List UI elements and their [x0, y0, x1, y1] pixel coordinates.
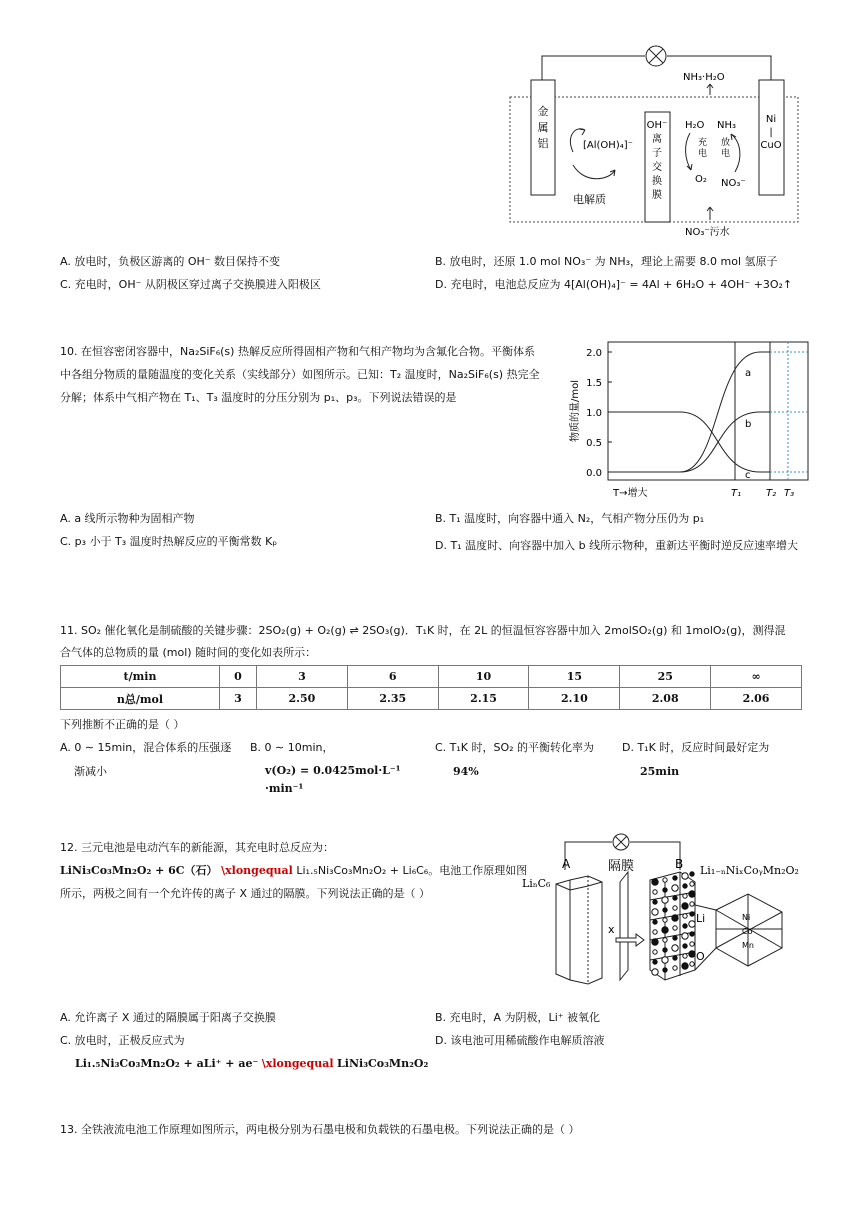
charge-arrow-icon [686, 133, 691, 170]
q11-stem-line1: 11. SO₂ 催化氧化是制硫酸的关键步骤：2SO₂(g) + O₂(g) ⇌ 2SO₃(g)．T₁K 时，在 2L 的恒温恒容容器中加入 2molSO₂(g) 和 1molO₂(g)，测得混 [60, 624, 786, 637]
q11-option-d-cont: 25min [640, 765, 680, 778]
q10-chart [560, 332, 815, 504]
lattice-atom [689, 891, 695, 897]
q9-option-c: C. 充电时，OH⁻ 从阴极区穿过离子交换膜进入阳极区 [60, 278, 321, 291]
q12-c-eq-right: LiNi₃Co₃Mn₂O₂ [337, 1057, 429, 1070]
q12-c-eq-red: \xlongequal [261, 1057, 334, 1070]
lattice-atom [690, 872, 694, 876]
y-tick-label: 2.0 [586, 348, 602, 359]
q12-option-a: A. 允许离子 X 通过的隔膜属于阳离子交换膜 [60, 1011, 276, 1024]
lattice-atom [653, 890, 657, 894]
lattice-atom [673, 936, 677, 940]
q12-eq-red: \xlongequal [221, 864, 293, 877]
ni-label: Ni [765, 114, 777, 125]
x-axis-label: T→增大 [613, 488, 648, 499]
series-label-a: a [745, 368, 752, 379]
o-label: O [696, 950, 705, 963]
lattice-atom [683, 914, 687, 918]
table-cell: 10 [438, 666, 529, 688]
anode-formula: LiₙC₆ [522, 877, 551, 890]
lattice-atom [672, 885, 678, 891]
q11-option-b-eq-cont: ·min⁻¹ [265, 782, 304, 795]
chart-frame [608, 342, 808, 480]
lattice-atom [683, 924, 687, 928]
q10-option-c: C. p₃ 小于 T₃ 温度时热解反应的平衡常数 Kₚ [60, 535, 278, 548]
lattice-atom [672, 915, 678, 921]
lattice-atom [672, 945, 678, 951]
lattice-atom [673, 926, 677, 930]
lamp-icon [646, 46, 666, 66]
lattice-atom [690, 882, 694, 886]
lattice-atom [662, 927, 668, 933]
q11-option-a: A. 0 ∼ 15min，混合体系的压强逐 [60, 741, 232, 754]
lattice-atom [662, 957, 668, 963]
table-cell: 2.06 [711, 688, 802, 710]
lattice-atom [682, 933, 688, 939]
table-cell: 2.10 [529, 688, 620, 710]
q12-c-eq-left: Li₁.₅Ni₃Co₃Mn₂O₂ + aLi⁺ + ae⁻ [75, 1057, 259, 1070]
li-label: Li [696, 912, 706, 925]
q12-option-c: C. 放电时，正极反应式为 [60, 1034, 185, 1047]
lattice-atom [683, 894, 687, 898]
nh3-label: NH₃ [717, 120, 737, 131]
q9-option-b: B. 放电时，还原 1.0 mol NO₃⁻ 为 NH₃，理论上需要 8.0 mol 氢原子 [435, 255, 778, 268]
o2-label: O₂ [695, 174, 707, 185]
electrolyte-label: 电解质 [573, 193, 606, 206]
table-cell: 6 [347, 666, 438, 688]
table-cell: 2.08 [620, 688, 711, 710]
ni-atom-label: Ni [742, 913, 751, 922]
no3-label: NO₃⁻ [721, 178, 746, 189]
lattice-atom [673, 896, 677, 900]
q12-eq-right: Li₁.₅Ni₃Co₃Mn₂O₂ + Li₆C₆。电池工作原理如图 [296, 864, 528, 877]
series-label-b: b [745, 419, 752, 430]
co-atom-label: Co [742, 927, 753, 936]
complex-ion-label: [Al(OH)₄]⁻ [583, 140, 633, 151]
q10-option-b: B. T₁ 温度时，向容器中通入 N₂，气相产物分压仍为 p₁ [435, 512, 705, 525]
q11-option-b-eq: v(O₂) = 0.0425mol·L⁻¹ [265, 764, 401, 777]
y-tick-label: 0.0 [586, 468, 602, 479]
lattice-atom [653, 930, 657, 934]
membrane-label: 隔膜 [608, 859, 635, 874]
lattice-atom [673, 876, 677, 880]
lattice-atom [682, 963, 688, 969]
q9-battery-diagram [505, 30, 805, 245]
q13-stem: 13. 全铁液流电池工作原理如图所示，两电极分别为石墨电极和负载铁的石墨电极。下列说法正确的是（ ） [60, 1123, 580, 1136]
y-tick-label: 1.5 [586, 378, 602, 389]
q11-table [60, 665, 802, 710]
x-tick-label: T₃ [784, 488, 795, 499]
q12-option-d: D. 该电池可用稀硫酸作电解质溶液 [435, 1034, 605, 1047]
lattice-atoms [652, 872, 695, 975]
table-cell: 3 [220, 688, 257, 710]
q10-option-a: A. a 线所示物种为固相产物 [60, 512, 195, 525]
top-product-label: NH₃·H₂O [683, 72, 725, 83]
cuo-label: CuO [760, 140, 782, 151]
q12-stem-line1: 12. 三元电池是电动汽车的新能源，其充电时总反应为： [60, 841, 334, 854]
q10-option-d: D. T₁ 温度时、向容器中加入 b 线所示物种，重新达平衡时逆反应速率增大 [435, 539, 799, 552]
y-tick-label: 1.0 [586, 408, 602, 419]
q12-stem-line2: 所示，两极之间有一个允许传的离子 X 通过的隔膜。下列说法正确的是（ ） [60, 887, 431, 900]
label-b: B [675, 857, 684, 871]
lattice-atom [683, 944, 687, 948]
ion-x-label: x [608, 923, 615, 936]
lattice-atom [653, 900, 657, 904]
table-row [61, 688, 802, 710]
charge-label: 充电 [698, 138, 708, 159]
x-tick-label: T₁ [731, 488, 742, 499]
lattice-atom [663, 888, 667, 892]
lattice-atom [689, 951, 695, 957]
aluminum-label: 金属铝 [537, 105, 549, 150]
table-cell: 3 [257, 666, 348, 688]
lattice-atom [662, 897, 668, 903]
lattice-atom [663, 918, 667, 922]
q11-option-a-cont: 渐减小 [74, 765, 107, 778]
series-label-c: c [745, 470, 751, 481]
table-cell: 2.50 [257, 688, 348, 710]
q12-battery-diagram [520, 830, 810, 990]
q11-question: 下列推断不正确的是（ ） [60, 718, 185, 731]
x-tick-label: T₂ [766, 488, 777, 499]
graphite-anode [556, 876, 602, 984]
h2o-label: H₂O [685, 120, 705, 131]
y-tick-label: 0.5 [586, 438, 602, 449]
lattice-atom [690, 962, 694, 966]
table-cell: n总/mol [61, 688, 220, 710]
q11-option-c-cont: 94% [453, 765, 479, 778]
lattice-atom [653, 950, 657, 954]
cathode-formula: Li₁₋ₙNiₓCoᵧMn₂O₂ [700, 864, 799, 877]
q9-option-a: A. 放电时，负极区游离的 OH⁻ 数目保持不变 [60, 255, 281, 268]
table-cell: t/min [61, 666, 220, 688]
lattice-atom [663, 968, 667, 972]
lattice-atom [690, 902, 694, 906]
q12-eq-left: LiNi₃Co₃Mn₂O₂ + 6C（石） [60, 864, 218, 877]
table-cell: 2.35 [347, 688, 438, 710]
q10-stem: 10. 在恒容密闭容器中，Na₂SiF₆(s) 热解反应所得固相产物和气相产物均为含氟化合物。平衡体系中各组分物质的量随温度的变化关系（实线部分）如图所示。已知：T₂ 温度时，Na₂SiF₆(s) 热完全分解；体系中气相产物在 T₁、T₃ 温度时的分压分别为 p₁、p₃。下列说法错误的是 [60, 345, 540, 404]
lattice-atom [673, 966, 677, 970]
lattice-atom [653, 920, 657, 924]
discharge-label: 放电 [721, 138, 731, 159]
y-axis-label: 物质的量/mol [570, 379, 581, 443]
q11-option-d: D. T₁K 时，反应时间最好定为 [622, 741, 770, 754]
q12-option-b: B. 充电时，A 为阴极，Li⁺ 被氧化 [435, 1011, 601, 1024]
q9-option-d: D. 充电时，电池总反应为 4[Al(OH)₄]⁻ = 4Al + 6H₂O + 4OH⁻ +3O₂↑ [435, 278, 793, 291]
table-header-row [61, 666, 802, 688]
lattice-atom [689, 921, 695, 927]
table-cell: 15 [529, 666, 620, 688]
lattice-atom [652, 909, 658, 915]
lattice-atom [673, 906, 677, 910]
table-cell: 2.15 [438, 688, 529, 710]
lattice-atom [690, 942, 694, 946]
lattice-atom [663, 948, 667, 952]
q12-option-c-equation [75, 1056, 428, 1072]
lattice-atom [683, 884, 687, 888]
lattice-atom [663, 938, 667, 942]
lattice-atom [663, 908, 667, 912]
lattice-atom [652, 879, 658, 885]
lattice-atom [652, 969, 658, 975]
lamp-icon [613, 834, 629, 850]
lattice-atom [682, 873, 688, 879]
table-cell: 25 [620, 666, 711, 688]
separator-membrane [620, 872, 628, 980]
q11-stem-line2: 合气体的总物质的量 (mol) 随时间的变化如表所示： [60, 646, 317, 659]
lattice-atom [690, 932, 694, 936]
lattice-atom [682, 903, 688, 909]
lattice-atom [683, 954, 687, 958]
table-cell: 0 [220, 666, 257, 688]
q11-option-b: B. 0 ∼ 10min， [250, 741, 334, 754]
label-a: A [562, 857, 571, 871]
mn-atom-label: Mn [742, 941, 754, 950]
q12-equation [60, 863, 527, 879]
lattice-atom [652, 939, 658, 945]
svg-text:OH⁻离子交换膜: OH⁻离子交换膜 [646, 120, 668, 201]
lattice-atom [653, 960, 657, 964]
inlet-label: NO₃⁻污水 [685, 227, 730, 238]
svg-text:|: | [769, 127, 773, 138]
q11-option-c: C. T₁K 时，SO₂ 的平衡转化率为 [435, 741, 595, 754]
lattice-atom [690, 912, 694, 916]
lattice-atom [673, 956, 677, 960]
table-cell: ∞ [711, 666, 802, 688]
lattice-atom [663, 878, 667, 882]
